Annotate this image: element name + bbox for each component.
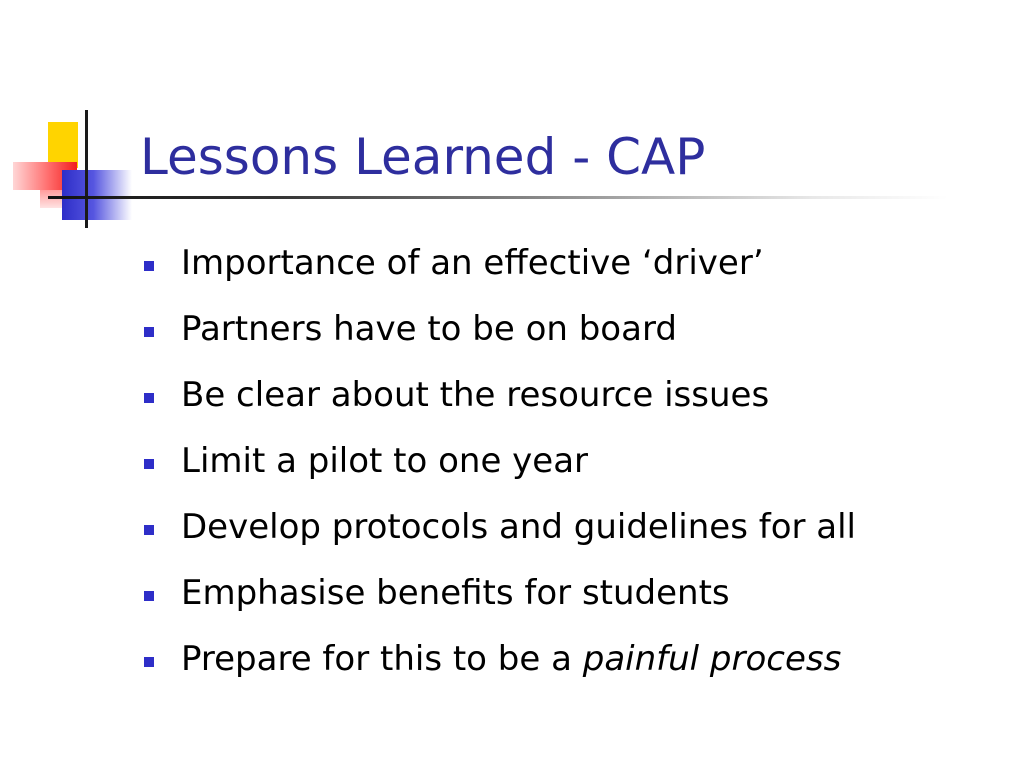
bullet-text-emphasis: painful process <box>582 639 842 679</box>
bullet-text: Limit a pilot to one year <box>181 441 589 481</box>
bullet-text: Partners have to be on board <box>181 309 677 349</box>
bullet-item <box>144 494 856 560</box>
square-bullet-icon <box>144 591 154 601</box>
title-underline <box>48 196 948 199</box>
bullet-text <box>181 638 841 680</box>
bullet-text: Importance of an effective ‘driver’ <box>181 243 764 283</box>
slide-title: Lessons Learned - CAP <box>140 128 706 186</box>
bullet-item <box>144 428 856 494</box>
bullet-text: Develop protocols and guidelines for all <box>181 507 857 547</box>
bullet-text: Emphasise benefits for students <box>181 573 730 613</box>
square-bullet-icon <box>144 657 154 667</box>
bullet-item <box>144 230 856 296</box>
bullet-item <box>144 362 856 428</box>
bullet-text-plain: Prepare for this to be a <box>181 639 583 679</box>
decoration-blue-square <box>62 170 132 220</box>
corner-decoration <box>0 0 160 240</box>
bullet-text: Be clear about the resource issues <box>181 375 770 415</box>
square-bullet-icon <box>144 327 154 337</box>
bullet-item <box>144 296 856 362</box>
bullet-item <box>144 626 856 692</box>
bullet-list <box>144 230 856 692</box>
decoration-vertical-line <box>85 110 88 228</box>
bullet-item <box>144 560 856 626</box>
square-bullet-icon <box>144 261 154 271</box>
square-bullet-icon <box>144 525 154 535</box>
square-bullet-icon <box>144 393 154 403</box>
square-bullet-icon <box>144 459 154 469</box>
